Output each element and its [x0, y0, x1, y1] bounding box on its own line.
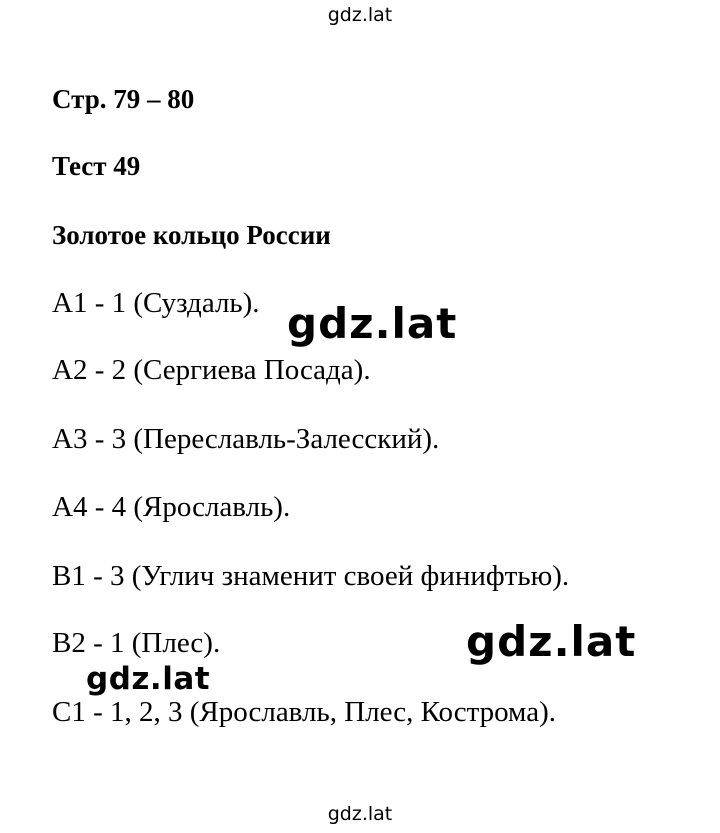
answer-b1: В1 - 3 (Углич знаменит своей финифтью). [52, 560, 570, 592]
watermark-top: gdz.lat [327, 4, 393, 26]
page-range-heading: Стр. 79 – 80 [52, 84, 195, 114]
answer-a1: А1 - 1 (Суздаль). [52, 287, 260, 319]
watermark-overlay-3: gdz.lat [86, 661, 211, 697]
watermark-bottom: gdz.lat [327, 803, 393, 825]
topic-heading: Золотое кольцо России [52, 220, 331, 250]
answer-b2: В2 - 1 (Плес). [52, 627, 221, 659]
answer-a4: А4 - 4 (Ярославль). [52, 491, 291, 523]
watermark-overlay-1: gdz.lat [287, 299, 458, 348]
test-number-heading: Тест 49 [52, 151, 141, 181]
watermark-overlay-2: gdz.lat [466, 617, 637, 666]
answer-c1: С1 - 1, 2, 3 (Ярославль, Плес, Кострома). [52, 696, 556, 728]
answer-a2: А2 - 2 (Сергиева Посада). [52, 354, 371, 386]
answer-a3: А3 - 3 (Переславль-Залесский). [52, 423, 440, 455]
